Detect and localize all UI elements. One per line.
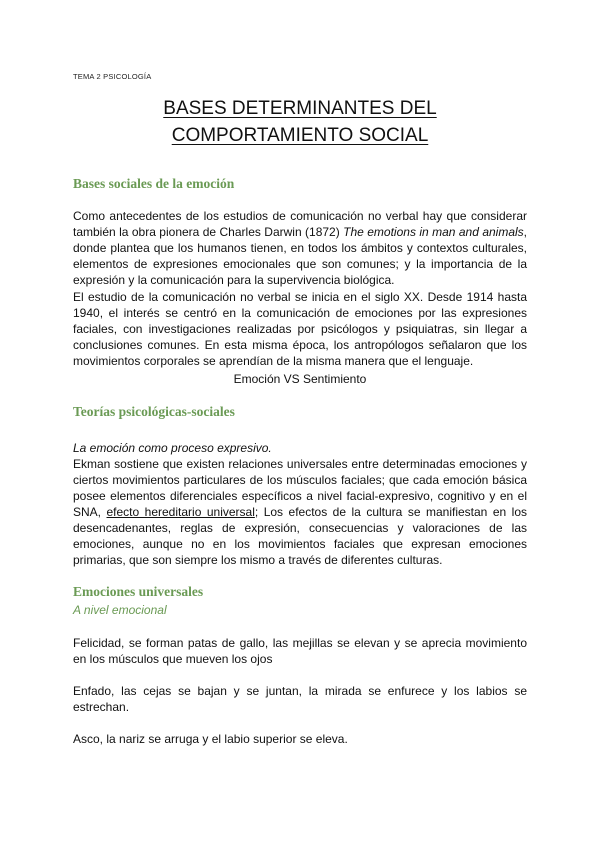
paragraph-asco: Asco, la nariz se arruga y el labio superior se eleva. xyxy=(73,732,348,746)
paragraph-text: Ekman sostiene que existen relaciones universales entre determinadas emociones y ciertos movimientos particulares de los músculos faciales; que cada emoción básica posee elementos diferenciales específicos a nivel facial-expresivo, cognitivo y en el SNA, xyxy=(73,457,527,519)
section-heading-emociones-universales: Emociones universales xyxy=(73,584,204,599)
paragraph-ekman xyxy=(73,456,527,568)
paragraph-felicidad: Felicidad, se forman patas de gallo, las mejillas se elevan y se aprecia movimiento en los músculos que mueven los ojos xyxy=(73,636,527,666)
subheading-nivel-emocional: A nivel emocional xyxy=(73,603,167,617)
centered-line-emocion-vs-sentimiento: Emoción VS Sentimiento xyxy=(233,372,367,386)
paragraph-text: ; Los efectos de la cultura se manifiestan en los desencadenantes, reglas de expresión, consecuencias y valoraciones de las emociones, aunque no en los movimientos faciales que expresan emociones primarias, que son siempre los mismo a través de diferentes culturas. xyxy=(73,505,527,567)
book-title: The emotions in man and animals xyxy=(343,225,524,239)
paragraph-enfado: Enfado, las cejas se bajan y se juntan, la mirada se enfurece y los labios se estrechan. xyxy=(73,684,527,714)
paragraph-siglo-xx: El estudio de la comunicación no verbal se inicia en el siglo XX. Desde 1914 hasta 1940, el interés se centró en la comunicación de emociones por las expresiones faciales, con investigaciones realizadas por psicólogos y psiquiatras, sin llegar a conclusiones comunes. En esta misma época, los antropólogos señalaron que los movimientos corporales se aprendían de la misma manera que el lenguaje. xyxy=(73,290,527,368)
underlined-term: efecto hereditario universal xyxy=(106,505,255,519)
paragraph-darwin xyxy=(73,208,527,288)
italic-subtitle-proceso-expresivo: La emoción como proceso expresivo. xyxy=(73,441,272,455)
paragraph-text: Como antecedentes de los estudios de comunicación no verbal hay que considerar también la obra pionera de Charles Darwin (1872) xyxy=(73,209,527,239)
title-line-1: BASES DETERMINANTES DEL xyxy=(163,98,437,119)
document-title xyxy=(0,95,600,149)
document-header: TEMA 2 PSICOLOGÍA xyxy=(73,72,152,81)
paragraph-text: , donde plantea que los humanos tienen, en todos los ámbitos y contextos culturales, elementos de expresiones emocionales que son comunes; y la importancia de la expresión y la comunicación para la supervivencia biológica. xyxy=(73,225,528,287)
section-heading-teorias: Teorías psicológicas-sociales xyxy=(73,404,235,419)
title-line-2: COMPORTAMIENTO SOCIAL xyxy=(171,125,429,146)
section-heading-bases-sociales: Bases sociales de la emoción xyxy=(73,176,235,191)
